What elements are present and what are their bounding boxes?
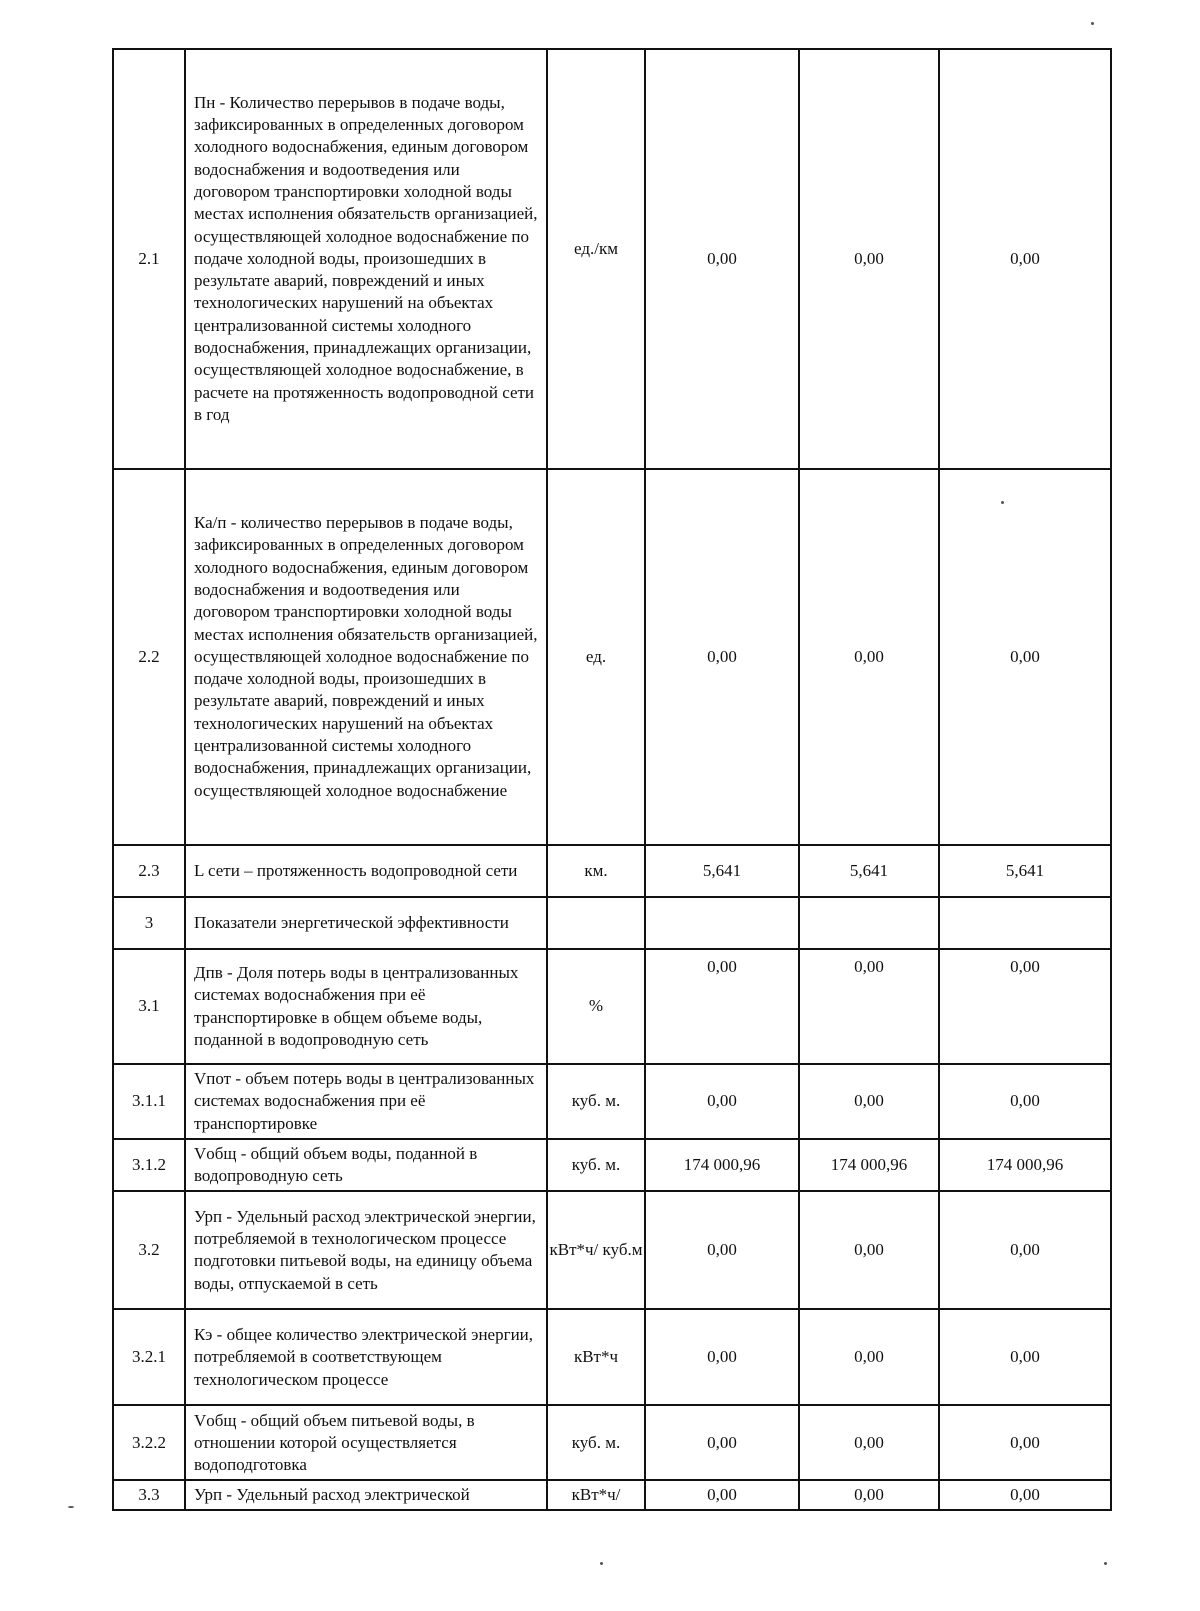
row-number: 3.1.2 (113, 1139, 185, 1192)
row-value-2: 0,00 (799, 1309, 939, 1405)
row-value-1: 0,00 (645, 949, 799, 1064)
row-value-1: 0,00 (645, 49, 799, 469)
row-value-3: 0,00 (939, 1064, 1111, 1139)
scan-speck (600, 1562, 603, 1565)
row-unit: куб. м. (547, 1064, 645, 1139)
row-value-1: 0,00 (645, 1480, 799, 1510)
row-unit: кВт*ч/ (547, 1480, 645, 1510)
row-description: Vобщ - общий объем воды, поданной в водопроводную сеть (185, 1139, 547, 1192)
row-description: Vпот - объем потерь воды в централизованных системах водоснабжения при её транспортировке (185, 1064, 547, 1139)
table-row (113, 49, 1111, 469)
row-unit: куб. м. (547, 1405, 645, 1480)
row-value-2: 174 000,96 (799, 1139, 939, 1192)
row-description: Урп - Удельный расход электрической (185, 1480, 547, 1510)
row-value-2: 0,00 (799, 49, 939, 469)
scan-speck (1091, 22, 1094, 25)
row-value-3: 0,00 (939, 1405, 1111, 1480)
row-unit: ед. (547, 469, 645, 845)
row-number: 2.2 (113, 469, 185, 845)
row-number: 3.1 (113, 949, 185, 1064)
row-unit: км. (547, 845, 645, 897)
row-number: 2.3 (113, 845, 185, 897)
table-row (113, 845, 1111, 897)
row-description: Vобщ - общий объем питьевой воды, в отношении которой осуществляется водоподготовка (185, 1405, 547, 1480)
row-description: Ка/п - количество перерывов в подаче воды, зафиксированных в определенных договором холодного водоснабжения, единым договором водоснабжения и водоотведения или договором транспортировки холодной воды местах исполнения обязательств организацией, осуществляющей холодное водоснабжение по подаче холодной воды, произошедших в результате аварий, повреждений и иных технологических нарушений на объектах централизованной системы холодного водоснабжения, принадлежащих организации, осуществляющей холодное водоснабжение (185, 469, 547, 845)
row-unit: ед./км (547, 49, 645, 469)
row-unit: кВт*ч/ куб.м (547, 1191, 645, 1309)
row-number: 3.3 (113, 1480, 185, 1510)
row-value-2: 0,00 (799, 1480, 939, 1510)
row-value-3: 174 000,96 (939, 1139, 1111, 1192)
scan-speck (68, 1506, 74, 1508)
row-value-2: 0,00 (799, 1405, 939, 1480)
table-row (113, 1480, 1111, 1510)
row-value-3: 5,641 (939, 845, 1111, 897)
row-value-1: 0,00 (645, 469, 799, 845)
row-value-1: 0,00 (645, 1309, 799, 1405)
row-value-2: 5,641 (799, 845, 939, 897)
row-unit: куб. м. (547, 1139, 645, 1192)
row-number: 3.1.1 (113, 1064, 185, 1139)
row-value-1 (645, 897, 799, 949)
row-number: 3 (113, 897, 185, 949)
indicators-table (112, 48, 1112, 1511)
row-description: Пн - Количество перерывов в подаче воды, зафиксированных в определенных договором холодного водоснабжения, единым договором водоснабжения и водоотведения или договором транспортировки холодной воды местах исполнения обязательств организацией, осуществляющей холодное водоснабжение по подаче холодной воды, произошедших в результате аварий, повреждений и иных технологических нарушений на объектах централизованной системы холодного водоснабжения, принадлежащих организации, осуществляющей холодное водоснабжение, в расчете на протяженность водопроводной сети в год (185, 49, 547, 469)
row-unit: кВт*ч (547, 1309, 645, 1405)
row-description: Урп - Удельный расход электрической энергии, потребляемой в технологическом процессе подготовки питьевой воды, на единицу объема воды, отпускаемой в сеть (185, 1191, 547, 1309)
row-number: 3.2.2 (113, 1405, 185, 1480)
row-value-2: 0,00 (799, 1191, 939, 1309)
row-value-1: 0,00 (645, 1405, 799, 1480)
table-row (113, 469, 1111, 845)
row-description: Дпв - Доля потерь воды в централизованных системах водоснабжения при её транспортировке в общем объеме воды, поданной в водопроводную сеть (185, 949, 547, 1064)
table-row (113, 1309, 1111, 1405)
row-unit: % (547, 949, 645, 1064)
table-row (113, 949, 1111, 1064)
row-number: 3.2 (113, 1191, 185, 1309)
row-description: Кэ - общее количество электрической энергии, потребляемой в соответствующем технологическом процессе (185, 1309, 547, 1405)
row-description: L сети – протяженность водопроводной сети (185, 845, 547, 897)
scan-speck (1104, 1562, 1107, 1565)
table-row (113, 897, 1111, 949)
row-value-3: 0,00 (939, 1480, 1111, 1510)
section-heading: Показатели энергетической эффективности (185, 897, 547, 949)
row-value-1: 174 000,96 (645, 1139, 799, 1192)
row-number: 3.2.1 (113, 1309, 185, 1405)
row-number: 2.1 (113, 49, 185, 469)
table-row (113, 1405, 1111, 1480)
row-value-3: 0,00 (939, 949, 1111, 1064)
table-row (113, 1064, 1111, 1139)
table-row (113, 1191, 1111, 1309)
row-value-3 (939, 897, 1111, 949)
row-value-2 (799, 897, 939, 949)
row-value-1: 5,641 (645, 845, 799, 897)
row-unit (547, 897, 645, 949)
row-value-2: 0,00 (799, 949, 939, 1064)
row-value-2: 0,00 (799, 1064, 939, 1139)
row-value-3: 0,00 (939, 1191, 1111, 1309)
row-value-1: 0,00 (645, 1064, 799, 1139)
row-value-3: 0,00 (939, 1309, 1111, 1405)
row-value-3: 0,00 (939, 49, 1111, 469)
row-value-1: 0,00 (645, 1191, 799, 1309)
scan-speck (1001, 501, 1004, 504)
table-row (113, 1139, 1111, 1192)
row-value-3: 0,00 (939, 469, 1111, 845)
row-value-2: 0,00 (799, 469, 939, 845)
